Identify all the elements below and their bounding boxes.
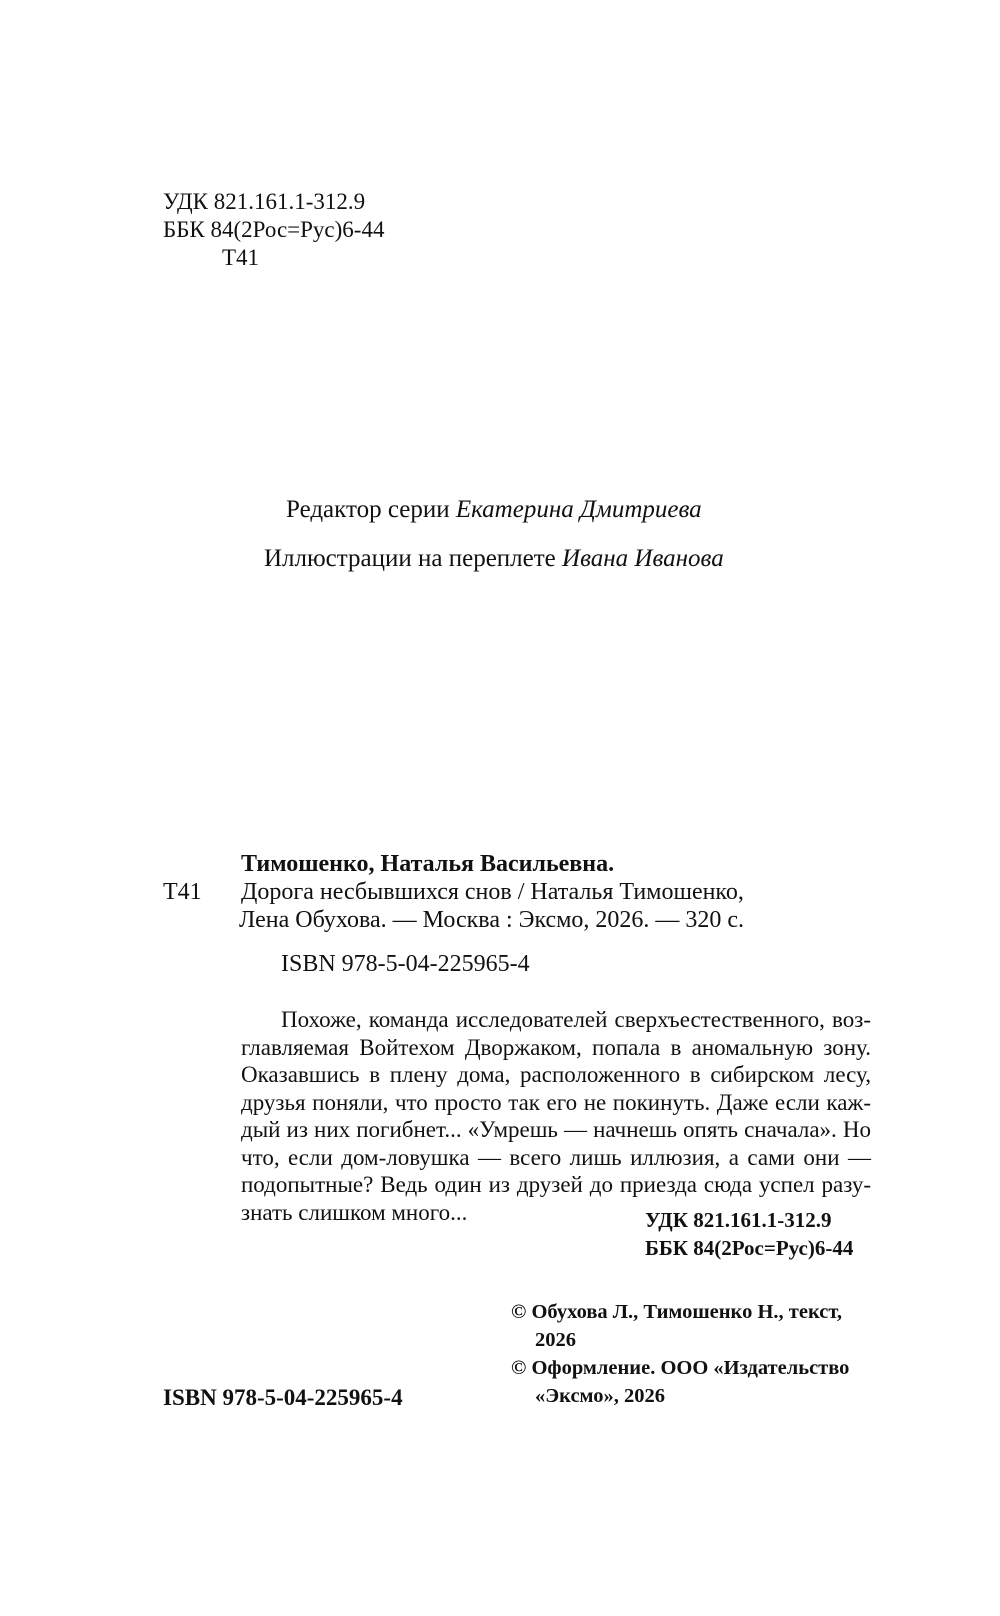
bib-title-line: Дорога несбывшихся снов / Наталья Тимошенко, — [241, 879, 744, 905]
annotation-text: Похоже, команда исследователей сверхъестественного, возглавляемая Войтехом Дворжаком, попала в аномальную зону. Оказавшись в плену дома, расположенного в сибирском лесу, друзья поняли, что просто так его не покинуть. Даже если каждый из них погибнет... «Умрешь — начнешь опять сначала». Но что, если дом-ловушка — всего лишь иллюзия, а сами они — подопытные? Ведь один из друзей до приезда сюда успел разузнать слишком много... — [241, 1007, 871, 1225]
bib-record — [241, 878, 871, 978]
series-editor-line — [286, 496, 702, 524]
catalog-udk: УДК 821.161.1-312.9 — [163, 189, 366, 214]
catalog-bbk: ББК 84(2Рос=Рус)6-44 — [163, 217, 385, 242]
illustrations-line — [264, 545, 724, 573]
catalog-author-mark: Т41 — [222, 245, 260, 270]
copyright-block — [511, 1298, 849, 1410]
series-editor-name: Екатерина Дмитриева — [455, 496, 702, 523]
bib-isbn: ISBN 978-5-04-225965-4 — [281, 951, 530, 977]
illustrations-name: Ивана Иванова — [562, 545, 724, 572]
codes-bottom-udk: УДК 821.161.1-312.9 — [645, 1208, 832, 1232]
illustrations-label: Иллюстрации на переплете — [264, 545, 556, 572]
series-editor-label: Редактор серии — [286, 496, 450, 523]
isbn-bottom: ISBN 978-5-04-225965-4 — [163, 1385, 403, 1410]
copyright-text-year: 2026 — [535, 1329, 576, 1351]
bib-imprint-line: Лена Обухова. — Москва : Эксмо, 2026. — 320 с. — [239, 907, 745, 933]
bib-author-mark: Т41 — [163, 879, 202, 905]
bib-author: Тимошенко, Наталья Васильевна. — [241, 851, 615, 877]
copyright-design-year: «Эксмо», 2026 — [535, 1385, 665, 1407]
codes-bottom-bbk: ББК 84(2Рос=Рус)6-44 — [645, 1236, 854, 1260]
copyright-design-line: © Оформление. ООО «Издательство — [511, 1357, 850, 1379]
copyright-text-line: © Обухова Л., Тимошенко Н., текст, — [511, 1301, 843, 1323]
